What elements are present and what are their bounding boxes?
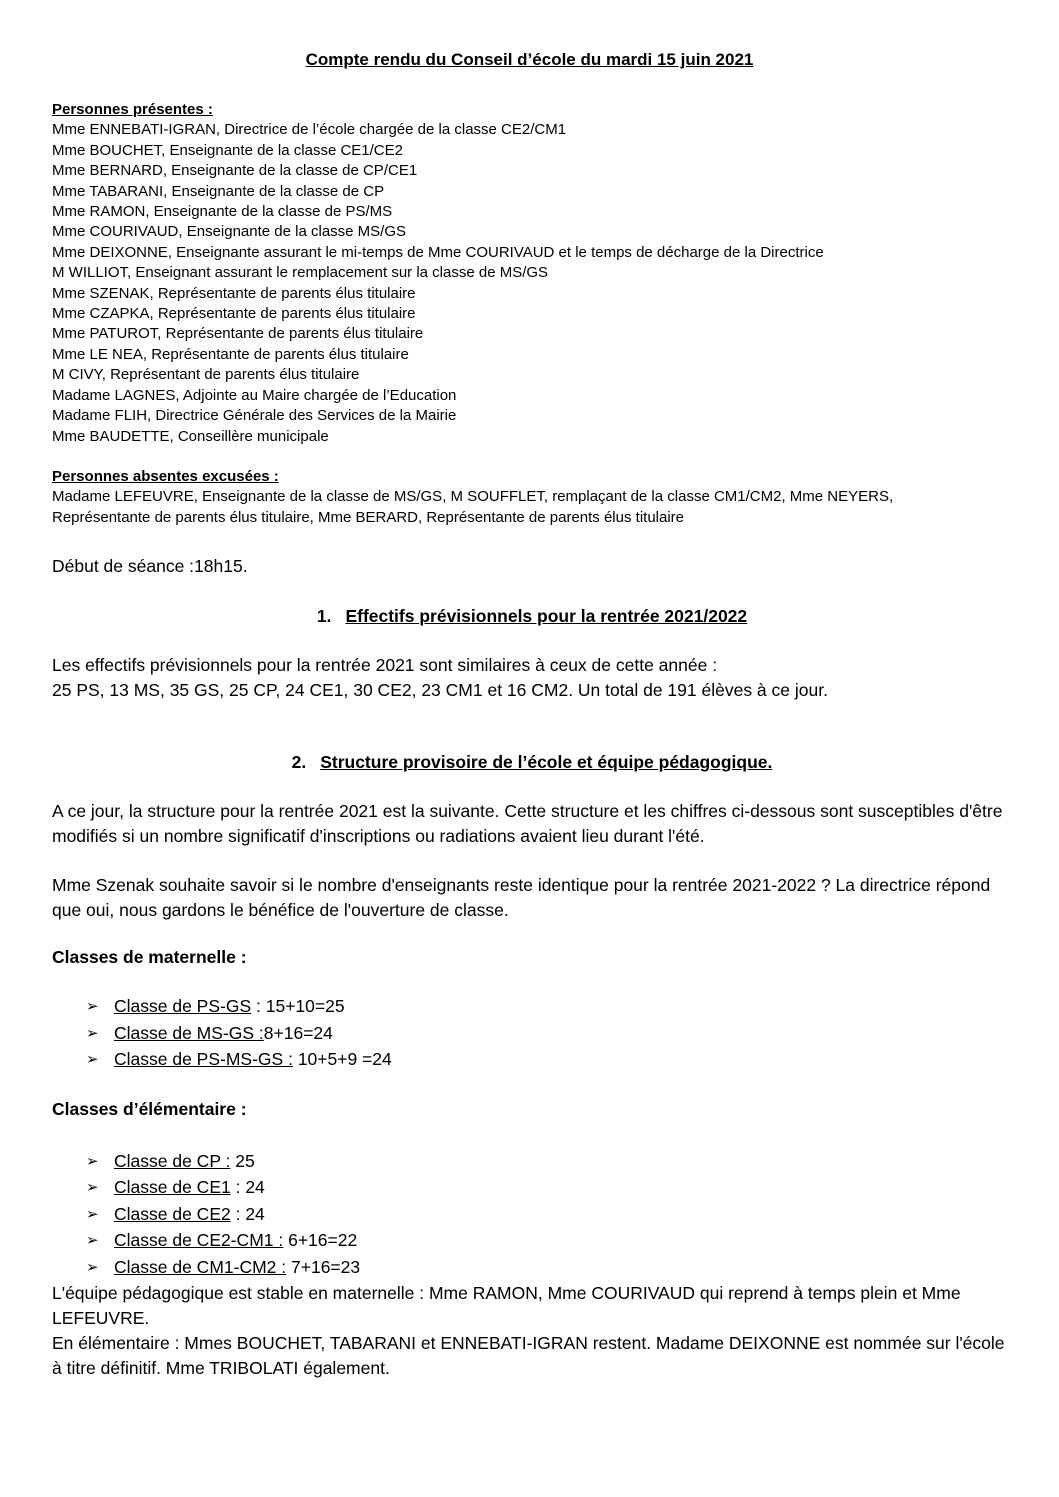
class-count: 25 — [235, 1150, 255, 1171]
present-label: Personnes présentes : — [52, 101, 213, 118]
list-item — [86, 1202, 1012, 1229]
class-count: 7+16=23 — [291, 1256, 361, 1277]
present-line: Mme ENNEBATI-IGRAN, Directrice de l’école chargée de la classe CE2/CM1 — [52, 121, 567, 139]
arrow-bullet-icon: ➢ — [86, 1258, 99, 1276]
document-body — [52, 554, 1012, 1381]
present-line: Mme BAUDETTE, Conseillère municipale — [52, 427, 329, 445]
document-title: Compte rendu du Conseil d’école du mardi 15 juin 2021 — [305, 50, 754, 69]
section-1-title: Effectifs prévisionnels pour la rentrée 2021/2022 — [345, 606, 748, 626]
present-line: Mme SZENAK, Représentante de parents élus titulaire — [52, 284, 416, 302]
list-item — [86, 994, 1012, 1021]
present-line: M WILLIOT, Enseignant assurant le remplacement sur la classe de MS/GS — [52, 264, 549, 282]
present-line: Mme PATUROT, Représentante de parents élus titulaire — [52, 325, 424, 343]
list-item — [86, 1149, 1012, 1176]
present-list — [52, 100, 824, 447]
class-name: Classe de PS-GS — [114, 996, 252, 1016]
absent-section — [52, 467, 992, 528]
list-item — [86, 1228, 1012, 1255]
section-1-paragraph: 25 PS, 13 MS, 35 GS, 25 CP, 24 CE1, 30 CE2, 23 CM1 et 16 CM2. Un total de 191 élèves à ce jour. — [52, 680, 828, 700]
arrow-bullet-icon: ➢ — [86, 1205, 99, 1223]
list-item — [86, 1255, 1012, 1282]
section-1-paragraph: Les effectifs prévisionnels pour la rentrée 2021 sont similaires à ceux de cette année : — [52, 655, 718, 675]
present-line: Mme CZAPKA, Représentante de parents élus titulaire — [52, 305, 416, 323]
class-name: Classe de CM1-CM2 : — [114, 1256, 287, 1277]
present-line: Mme TABARANI, Enseignante de la classe de CP — [52, 182, 385, 200]
arrow-bullet-icon: ➢ — [86, 998, 99, 1015]
class-count: 24 — [245, 1177, 265, 1197]
section-2-paragraph: A ce jour, la structure pour la rentrée 2021 est la suivante. Cette structure et les chiffres ci-dessous sont susceptibles d'être modifiés si un nombre significatif d'inscriptions ou radiations avaient lieu durant l'été. — [52, 801, 1003, 846]
class-separator: : — [230, 1177, 246, 1197]
class-separator: : — [251, 996, 266, 1016]
present-line: Mme DEIXONNE, Enseignante assurant le mi-temps de Mme COURIVAUD et le temps de décharge de la Directrice — [52, 243, 824, 261]
class-count: 8+16=24 — [263, 1022, 333, 1043]
present-line: Mme COURIVAUD, Enseignante de la classe MS/GS — [52, 223, 407, 241]
arrow-bullet-icon: ➢ — [86, 1152, 99, 1170]
class-separator: : — [230, 1203, 246, 1224]
arrow-bullet-icon: ➢ — [86, 1179, 99, 1196]
list-item — [86, 1021, 1012, 1048]
present-line: Mme RAMON, Enseignante de la classe de PS/MS — [52, 203, 393, 221]
class-count: 10+5+9 =24 — [297, 1049, 392, 1069]
present-line: Madame LAGNES, Adjointe au Maire chargée de l’Education — [52, 386, 457, 404]
list-item — [86, 1175, 1012, 1202]
class-name: Classe de CE2 — [114, 1203, 231, 1224]
present-line: M CIVY, Représentant de parents élus titulaire — [52, 366, 360, 384]
class-name: Classe de MS-GS : — [114, 1022, 264, 1043]
class-count: 24 — [245, 1203, 265, 1224]
absent-text: Madame LEFEUVRE, Enseignante de la classe de MS/GS, M SOUFFLET, remplaçant de la classe CM1/CM2, Mme NEYERS, Représentante de parents élus titulaire, Mme BERARD, Représentante de parents élus titulaire — [52, 488, 894, 526]
elementaire-heading: Classes d’élémentaire : — [52, 1098, 247, 1119]
arrow-bullet-icon: ➢ — [86, 1024, 99, 1042]
list-item — [86, 1047, 1012, 1074]
present-line: Mme BERNARD, Enseignante de la classe de CP/CE1 — [52, 162, 418, 180]
section-2-number: 2. — [291, 752, 307, 772]
section-1-heading — [52, 604, 1012, 629]
elementaire-list — [52, 1149, 1012, 1282]
section-1-number: 1. — [316, 606, 332, 626]
section-2-title: Structure provisoire de l’école et équipe pédagogique. — [320, 752, 773, 772]
section-2-paragraph: Mme Szenak souhaite savoir si le nombre d'enseignants reste identique pour la rentrée 2021-2022 ? La directrice répond que oui, nous gardons le bénéfice de l'ouverture de classe. — [52, 875, 991, 920]
class-name: Classe de PS-MS-GS : — [114, 1049, 293, 1069]
maternelle-list — [52, 994, 1012, 1074]
present-line: Mme LE NEA, Représentante de parents élus titulaire — [52, 345, 409, 363]
debut-seance: Début de séance :18h15. — [52, 556, 248, 576]
section-2-heading — [52, 750, 1012, 775]
absent-label: Personnes absentes excusées : — [52, 468, 279, 485]
class-count: 6+16=22 — [288, 1230, 358, 1250]
class-name: Classe de CP : — [114, 1150, 231, 1171]
arrow-bullet-icon: ➢ — [86, 1051, 99, 1068]
class-name: Classe de CE2-CM1 : — [114, 1230, 284, 1250]
section-2-paragraph: L'équipe pédagogique est stable en maternelle : Mme RAMON, Mme COURIVAUD qui reprend à temps plein et Mme LEFEUVRE. — [52, 1283, 961, 1328]
maternelle-heading: Classes de maternelle : — [52, 947, 247, 967]
present-line: Madame FLIH, Directrice Générale des Services de la Mairie — [52, 407, 457, 425]
section-2-paragraph: En élémentaire : Mmes BOUCHET, TABARANI et ENNEBATI-IGRAN restent. Madame DEIXONNE est nommée sur l'école à titre définitif. Mme TRIBOLATI également. — [52, 1333, 1005, 1378]
class-count: 15+10=25 — [265, 996, 345, 1016]
arrow-bullet-icon: ➢ — [86, 1232, 99, 1249]
class-name: Classe de CE1 — [114, 1177, 231, 1197]
present-line: Mme BOUCHET, Enseignante de la classe CE1/CE2 — [52, 141, 403, 159]
